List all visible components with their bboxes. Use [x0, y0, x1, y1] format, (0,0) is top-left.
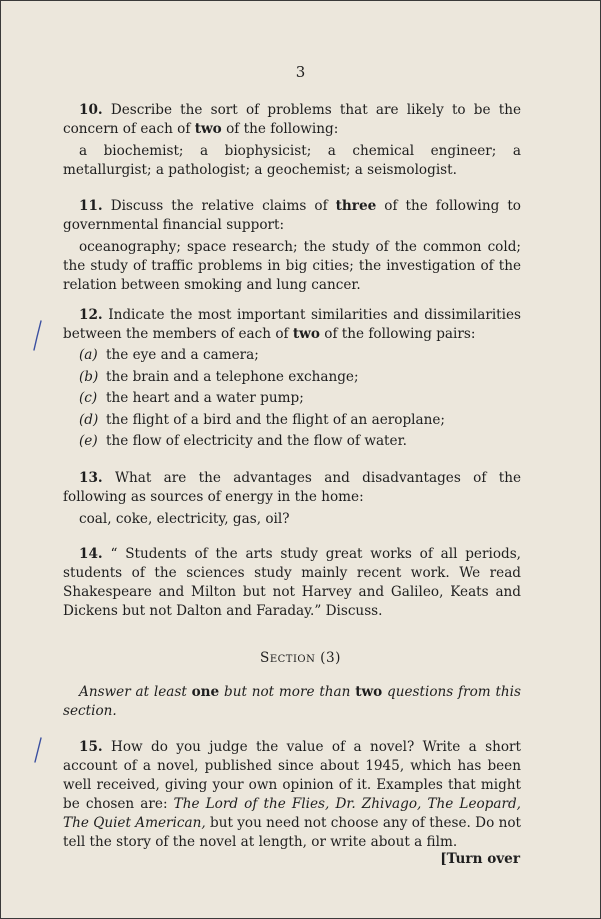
- question-12-items: [63, 346, 521, 451]
- question-12-prompt: 12. Indicate the most important similarities and dissimilarities between the members of each of two of the following pairs:: [63, 307, 521, 342]
- question-11: [63, 197, 521, 295]
- section-instruction: Answer at least one but not more than two questions from this section.: [63, 684, 521, 719]
- question-12-number: 12.: [79, 307, 103, 323]
- page-number: 3: [295, 63, 306, 81]
- question-15-examples: The Lord of the Flies, Dr. Zhivago, The Leopard, The Quiet American,: [63, 796, 522, 831]
- pencil-tick-icon: [31, 736, 45, 766]
- turn-over-note: [Turn over: [440, 851, 520, 867]
- pencil-tick-icon: [31, 319, 45, 353]
- question-13-number: 13.: [79, 470, 103, 486]
- question-13-prompt: 13. What are the advantages and disadvantages of the following as sources of energy in the home:: [63, 470, 521, 505]
- question-10-detail: a biochemist; a biophysicist; a chemical engineer; a metallurgist; a pathologist; a geochemist; a seismologist.: [63, 143, 521, 178]
- list-item: (c) the heart and a water pump;: [79, 390, 304, 407]
- question-11-number: 11.: [79, 198, 103, 214]
- question-15: [63, 738, 521, 852]
- list-item: (e) the flow of electricity and the flow of water.: [79, 433, 407, 450]
- list-item: (a) the eye and a camera;: [79, 347, 259, 363]
- question-10-prompt: 10. Describe the sort of problems that are likely to be the concern of each of two of the following:: [63, 102, 521, 137]
- question-14-number: 14.: [79, 546, 103, 562]
- question-15-number: 15.: [79, 739, 103, 755]
- question-13: [63, 469, 521, 529]
- section-title: Section (3): [260, 650, 341, 666]
- question-14: [63, 545, 521, 621]
- question-14-prompt: 14. “ Students of the arts study great works of all periods, students of the sciences study mainly recent work. We read Shakespeare and Milton but not Harvey and Galileo, Keats and Dickens but not Dalton and Faraday.” Discuss.: [63, 546, 521, 619]
- list-item: (b) the brain and a telephone exchange;: [79, 368, 359, 385]
- question-10-number: 10.: [79, 102, 103, 118]
- question-10: [63, 101, 521, 180]
- question-15-prompt: 15. How do you judge the value of a novel? Write a short account of a novel, published since about 1945, which has been well received, giving your own opinion of it. Examples that might be chosen are: The Lord of the Flies, Dr. Zhivago, The Leopard, The Quiet American, but you need not choose any of these. Do not tell the story of the novel at length, or write about a film.: [63, 739, 522, 850]
- list-item: (d) the flight of a bird and the flight of an aeroplane;: [79, 411, 445, 428]
- question-11-prompt: 11. Discuss the relative claims of three of the following to governmental financial support:: [63, 198, 521, 233]
- question-12: [63, 306, 521, 454]
- question-11-detail: oceanography; space research; the study of the common cold; the study of traffic problems in big cities; the investigation of the relation between smoking and lung cancer.: [63, 239, 521, 293]
- question-13-detail: coal, coke, electricity, gas, oil?: [79, 511, 290, 527]
